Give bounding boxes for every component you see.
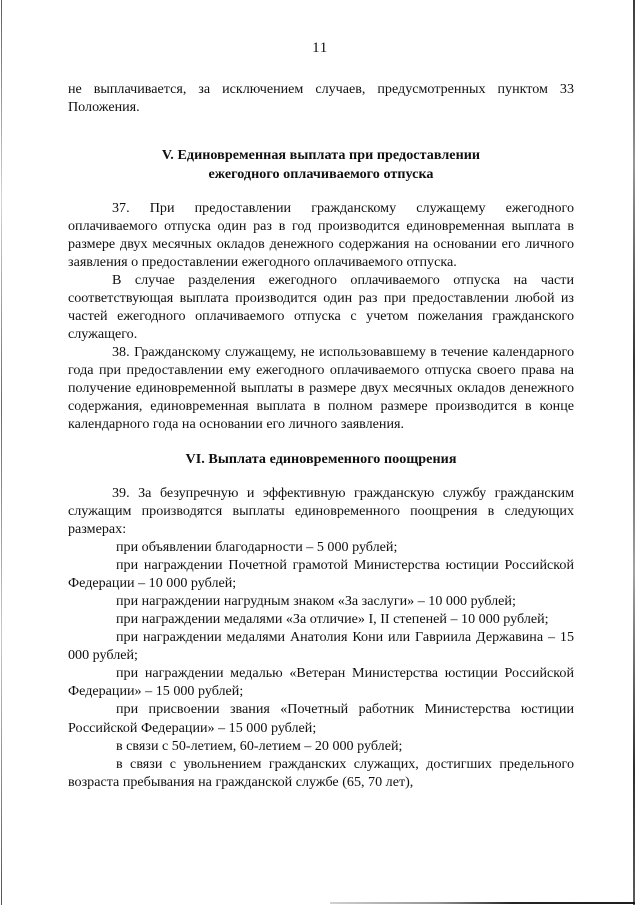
list-item: при присвоении звания «Почетный работник Министерства юстиции Российской Федерации» – 15 000 рублей; [68,701,574,736]
paragraph-38: 38. Гражданскому служащему, не использовавшему в течение календарного года при предоставлении ему ежегодного оплачиваемого отпуска своего права на получение единовременной выплаты в размере двух месячных окладов денежного содержания, единовременная выплата в полном размере производится в конце календарного года на основании его личного заявления. [68,344,574,433]
list-item: в связи с увольнением гражданских служащих, достигших предельного возраста пребывания на гражданской службе (65, 70 лет), [68,755,574,790]
spacer [68,468,574,484]
list-item: при награждении Почетной грамотой Министерства юстиции Российской Федерации – 10 000 рублей; [68,557,574,592]
list-item: при награждении медалями Анатолия Кони или Гавриила Державина – 15 000 рублей; [68,629,574,664]
list-item: при награждении медалями «За отличие» I, II степеней – 10 000 рублей; [116,611,549,628]
list-item: при награждении медалью «Ветеран Министерства юстиции Российской Федерации» – 15 000 рублей; [68,665,574,700]
page-number: 11 [312,40,328,56]
paragraph-37: 37. При предоставлении гражданскому служащему ежегодного оплачиваемого отпуска один раз в год производится единовременная выплата в размере двух месячных окладов денежного содержания на основании его личного заявления о предоставлении ежегодного оплачиваемого отпуска. [68,199,574,271]
intro-paragraph: не выплачивается, за исключением случаев, предусмотренных пунктом 33 Положения. [68,81,574,116]
list-item: в связи с 50-летием, 60-летием – 20 000 рублей; [116,737,403,754]
spacer [68,116,574,146]
spacer [68,183,574,199]
section-vi-heading: VI. Выплата единовременного поощрения [185,450,457,467]
scan-edge-bottom [330,902,635,904]
section-v-heading-line-1: V. Единовременная выплата при предоставлении [161,147,481,164]
section-v-heading-line-2: ежегодного оплачиваемого отпуска [208,165,434,182]
paragraph-37-division: В случае разделения ежегодного оплачиваемого отпуска на части соответствующая выплата производится один раз при предоставлении любой из частей ежегодного оплачиваемого отпуска с учетом пожелания гражданского служащего. [68,272,574,343]
scan-edge-left [1,0,2,905]
spacer [68,434,574,450]
list-item: при награждении нагрудным знаком «За заслуги» – 10 000 рублей; [116,593,516,610]
scan-edge-right [633,0,635,905]
paragraph-39: 39. За безупречную и эффективную гражданскую службу гражданским служащим производятся выплаты единовременного поощрения в следующих размерах: [68,484,574,538]
list-item: при объявлении благодарности – 5 000 рублей; [116,539,398,556]
document-body [68,80,574,791]
